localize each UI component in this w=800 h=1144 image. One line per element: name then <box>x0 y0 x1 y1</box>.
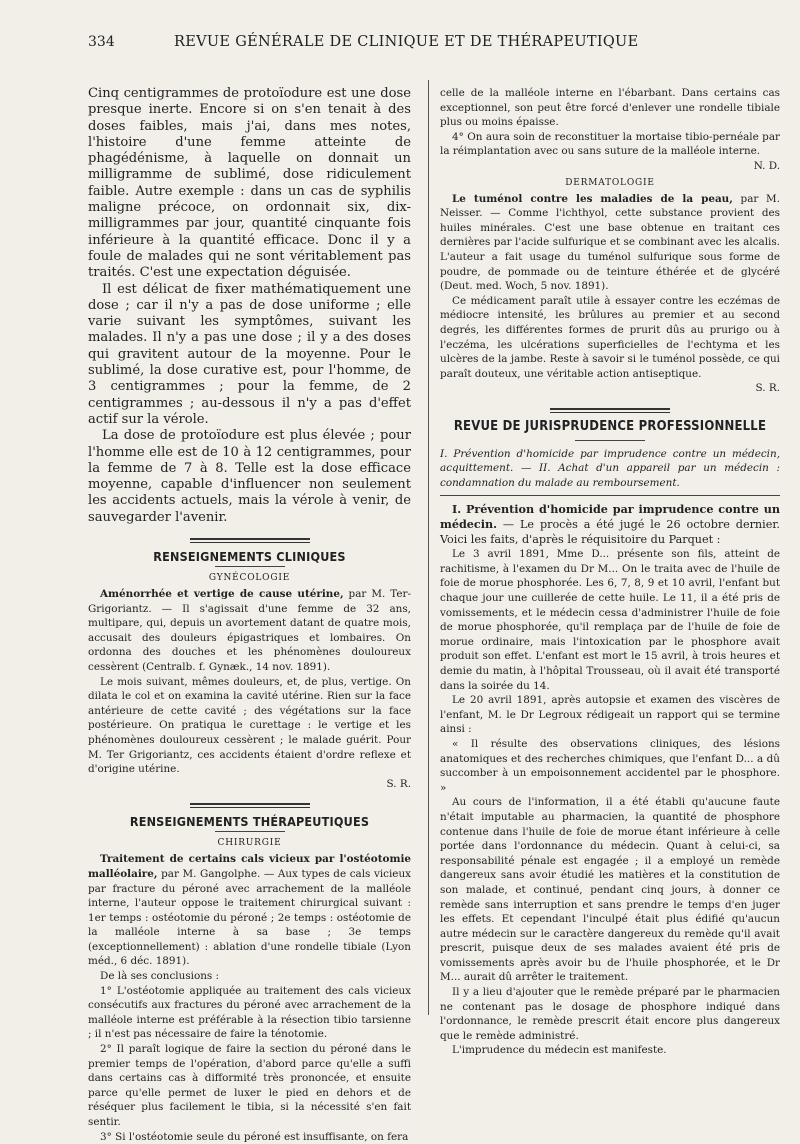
column-divider <box>428 80 429 1015</box>
right-column <box>440 86 780 1057</box>
article-paragraph: 4° On aura soin de reconstituer la mortaise tibio-pernéale par la réimplantation avec ou sans suture de la malléole interne. <box>440 130 780 158</box>
section-summary: I. Prévention d'homicide par imprudence contre un médecin, acquittement. — II. Achat d'un appareil par un médecin : condamnation du malade au remboursement. <box>440 447 780 490</box>
article-paragraph: Ce médicament paraît utile à essayer contre les eczémas de médiocre intensité, les brûlures au premier et au second degrés, les différentes formes de prurit dûs au prurigo ou à l'eczéma, les ulcérations superficielles de l'echtyma et les ulcères de la jambe. Reste à savoir si le tuménol possède, ce qui paraît douteux, une véritable action antiseptique. <box>440 294 780 380</box>
article-paragraph: Le mois suivant, mêmes douleurs, et, de plus, vertige. On dilata le col et on examina la cavité utérine. Rien sur la face antérieure de cette cavité ; des végétations sur la face postérieure. On pratiqua le curettage : le vertige et les phénomènes douloureux cessèrent ; le malade guérit. Pour M. Ter Grigoriantz, ces accidents étaient d'ordre reflexe et d'origine utérine. <box>88 675 411 776</box>
article-paragraph: De là ses conclusions : <box>100 970 220 983</box>
article-paragraph: 2° Il paraît logique de faire la section du péroné dans le premier temps de l'opération, d'abord parce qu'elle a suffi dans certains cas à difformité très prononcée, et ensuite parce qu'elle permet de luxer le pied en dehors et de réséquer plus facilement le tibia, si la nécessité s'en fait sentir. <box>88 1043 411 1129</box>
article-paragraph <box>440 192 780 294</box>
subsection-heading: CHIRURGIE <box>217 838 282 849</box>
article-paragraph: Il y a lieu d'ajouter que le remède préparé par le pharmacien ne contenant pas le dosage de phosphore indiqué dans l'ordonnance, le remède prescrit était encore plus dangereux que le remède administré. <box>440 986 780 1042</box>
article-paragraph: Le 20 avril 1891, après autopsie et examen des viscères de l'enfant, M. le Dr Legroux rédigeait un rapport qui se termine ainsi : <box>440 694 780 736</box>
section-divider <box>190 538 310 543</box>
running-title: REVUE GÉNÉRALE DE CLINIQUE ET DE THÉRAPEUTIQUE <box>174 34 639 50</box>
section-heading: REVUE DE JURISPRUDENCE PROFESSIONNELLE <box>453 418 767 434</box>
article-text: par M. Gangolphe. — Aux types de cals vicieux par fracture du péroné avec arrachement de la malléole interne, l'auteur oppose le traitement chirurgical suivant : 1er temps : ostéotomie du péroné ; 2e temps : ostéotomie de la malléole interne à sa base ; 3e temps (exceptionnellement) : ablation d'une rondelle tibiale (Lyon méd., 6 déc. 1891). <box>88 867 411 968</box>
author-signature: S. R. <box>755 382 780 395</box>
section-heading: RENSEIGNEMENTS CLINIQUES <box>153 549 346 565</box>
section-divider <box>550 408 670 413</box>
article-paragraph: L'imprudence du médecin est manifeste. <box>452 1044 667 1057</box>
page-number: 334 <box>88 34 115 50</box>
paragraph: Cinq centigrammes de protoïodure est une dose presque inerte. Encore si on s'en tenait à des doses faibles, mais j'ai, dans mes notes, l'histoire d'une femme atteinte de phagédénisme, à laquelle on donnait un milligramme de sublimé, dose ridiculement faible. Autre exemple : dans un cas de syphilis maligne précoce, on ordonnait six, dix-milligrammes par jour, quantité cinquante fois inférieure à la quantité efficace. Donc il y a foule de malades qui ne sont véritablement pas traités. C'est une expectation déguisée. <box>88 86 411 281</box>
summary-rule <box>440 495 780 496</box>
article-paragraph <box>88 587 411 675</box>
article-title: I. Prévention d'homicide par imprudence contre un médecin. <box>440 501 780 531</box>
article-paragraph <box>440 502 780 548</box>
article-paragraph <box>88 852 411 969</box>
article-text: — Le procès a été jugé le 26 octobre dernier. Voici les faits, d'après le réquisitoire du Parquet : <box>440 517 780 547</box>
article-text: par M. Ter-Grigoriantz. — Il s'agissait d'une femme de 32 ans, multipare, qui, depuis un avortement datant de quatre mois, accusait des douleurs épigastriques et lombaires. On ordonna des douches et les phénomènes douloureux cessèrent (Centralb. f. Gynæk., 14 nov. 1891). <box>88 588 411 673</box>
heading-underline <box>215 831 285 832</box>
author-signature: S. R. <box>386 777 411 790</box>
paragraph: Il est délicat de fixer mathématiquement une dose ; car il n'y a pas de dose uniforme ; elle varie suivant les symptômes, suivant les malades. Il n'y a pas une dose ; il y a des doses qui gravitent autour de la moyenne. Pour le sublimé, la dose curative est, pour l'homme, de 3 centigrammes ; pour la femme, de 2 centigrammes ; au-dessous il n'y a pas d'effet actif sur la vérole. <box>88 281 411 427</box>
article-paragraph: 1° L'ostéotomie appliquée au traitement des cals vicieux consécutifs aux fractures du péroné avec arrachement de la malléole interne est préférable à la résection tibio tarsienne ; il n'est pas nécessaire de faire la ténotomie. <box>88 984 411 1041</box>
heading-underline <box>215 566 285 567</box>
article-paragraph: « Il résulte des observations cliniques, des lésions anatomiques et des recherches chimiques, que l'enfant D... a dû succomber à un empoisonnement accidentel par le phosphore. » <box>440 737 780 794</box>
left-column <box>88 86 411 1143</box>
article-text: par M. Neisser. — Comme l'ichthyol, cette substance provient des huiles minérales. C'est une base obtenue en traitant ces dernières par l'acide sulfurique et se combinant avec les alcalis. L'auteur a fait usage du tuménol sulfurique sous forme de poudre, de pommade ou de teinture éthérée et de glycéré (Deut. med. Woch, 5 nov. 1891). <box>440 192 780 293</box>
heading-underline <box>575 440 645 441</box>
section-heading: RENSEIGNEMENTS THÉRAPEUTIQUES <box>129 814 370 830</box>
article-paragraph: Au cours de l'information, il a été établi qu'aucune faute n'était imputable au pharmacien, la quantité de phosphore contenue dans l'huile de foie de morue étant inférieure à celle portée dans l'ordonnance du médecin. Quant à celui-ci, sa responsabilité pénale est engagée ; il a employé un remède dangereux sans avoir étudié les matières et la constitution de son malade, et continué, pendant cinq jours, à donner ce remède sans interruption et sans prendre le temps d'en juger les effets. Et cependant l'inculpé était plus édifié qu'aucun autre médecin sur le caractère dangereux du remède qu'il avait prescrit, puisque deux de ses malades avaient été pris de vomissements après avoir bu de l'huile phosphorée, et le Dr M... aurait dû arrêter le traitement. <box>440 796 780 984</box>
article-title: Le tuménol contre les maladies de la peau, <box>452 192 733 205</box>
article-paragraph: celle de la malléole interne en l'ébarbant. Dans certains cas exceptionnel, son peut être forcé d'enlever une rondelle tibiale plus ou moins épaisse. <box>440 87 780 129</box>
subsection-heading: GYNÉCOLOGIE <box>208 573 291 584</box>
article-paragraph: Le 3 avril 1891, Mme D... présente son fils, atteint de rachitisme, à l'examen du Dr M... On le traita avec de l'huile de foie de morue phosphorée. Les 6, 7, 8, 9 et 10 avril, l'enfant but chaque jour une cuillerée de cette huile. Le 11, il a été pris de vomissements, et le médecin cessa d'administrer l'huile de foie de morue phosphorée, qu'il remplaça par de l'huile de foie de morue ordinaire, mais l'intoxication par le phosphore avait produit son effet. L'enfant est mort le 15 avril, à trois heures et demie du matin, à l'hôpital Trousseau, où il avait été transporté dans la soirée du 14. <box>440 548 780 692</box>
page-header <box>88 34 778 56</box>
author-signature: N. D. <box>753 159 780 172</box>
article-title: Traitement de certains cals vicieux par l'ostéotomie malléolaire, <box>88 853 411 880</box>
paragraph: La dose de protoïodure est plus élevée ; pour l'homme elle est de 10 à 12 centigrammes, pour la femme de 7 à 8. Telle est la dose efficace moyenne, capable d'influencer non seulement les accidents actuels, mais la vérole à venir, de sauvegarder l'avenir. <box>88 428 411 525</box>
section-divider <box>190 803 310 808</box>
article-title: Aménorrhée et vertige de cause utérine, <box>100 588 344 601</box>
article-paragraph: 3° Si l'ostéotomie seule du péroné est insuffisante, on fera <box>100 1130 409 1143</box>
subsection-heading: DERMATOLOGIE <box>565 177 655 188</box>
